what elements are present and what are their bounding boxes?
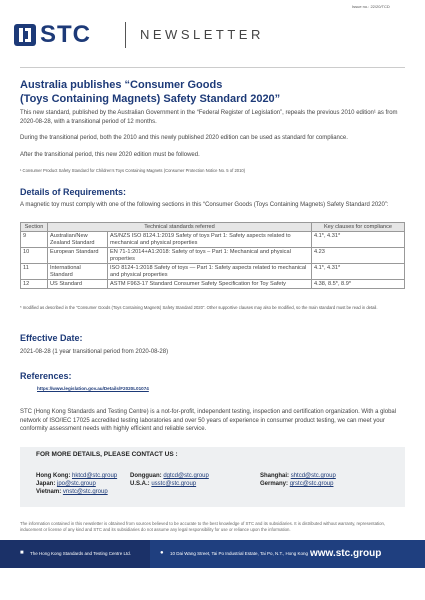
footnote: ¹ Consumer Product Safety Standard for Children’s Toys Containing Magnets (Consumer Protection Notice No. 5 of 2010) [20, 168, 246, 173]
after-transition-paragraph: After the transitional period, this new 2020 edition must be followed. [20, 152, 200, 158]
table-row [21, 280, 405, 289]
table-note: * modified as described in the “Consumer Goods (Toys Containing Magnets) Safety Standard 2020”. Other supportive clauses may also be modified, so the main standard must be read in detail. [20, 305, 378, 310]
row-standard: EN 71‑1:2014+A1:2018: Safety of toys – Part 1: Mechanical and physical properties [108, 248, 312, 264]
company-logo-icon: ■ [20, 550, 24, 556]
vietnam-email-link[interactable]: vnstc@stc.group [62, 489, 108, 495]
hk-label: Hong Kong: [36, 473, 71, 479]
contact-shanghai [260, 473, 336, 479]
shanghai-email-link[interactable]: shtcd@stc.group [290, 473, 336, 479]
disclaimer: The information contained in this newsletter is obtained from sources believed to be accurate to the best knowledge of STC and its subsidiaries. It is distributed without warranty, representation, inducement or license of any kind and STC and its subsidiaries do not assume any legal responsibility for use or reliance upon the information. [20, 521, 386, 532]
logo-text: STC [40, 21, 91, 48]
row-standard: AS/NZS ISO 8124.1:2019 Safety of toys Part 1: Safety aspects related to mechanical and physical properties [108, 232, 312, 248]
row-region: US Standard [48, 280, 108, 289]
stc-logo [14, 22, 91, 48]
contact-hk [36, 473, 117, 479]
effective-heading: Effective Date: [20, 333, 83, 343]
usa-label: U.S.A.: [130, 481, 150, 487]
row-section: 12 [21, 280, 48, 289]
contact-germany [260, 481, 333, 487]
dongguan-email-link[interactable]: dgtcd@stc.group [163, 473, 209, 479]
shanghai-label: Shanghai: [260, 473, 290, 479]
contact-japan [36, 481, 96, 487]
row-region: Australian/New Zealand Standard [48, 232, 108, 248]
row-section: 11 [21, 264, 48, 280]
requirements-heading: Details of Requirements: [20, 187, 127, 197]
row-section: 10 [21, 248, 48, 264]
table-row [21, 264, 405, 280]
stc-logo-icon [14, 24, 36, 46]
footer-website-link[interactable]: www.stc.group [310, 548, 382, 559]
table-row [21, 248, 405, 264]
requirements-intro: A magnetic toy must comply with one of the following sections in this “Consumer Goods (Toys Containing Magnets) Safety Standard 2020”: [20, 202, 389, 208]
header-rule [20, 67, 405, 68]
row-region: International Standard [48, 264, 108, 280]
germany-email-link[interactable]: grstc@stc.group [289, 481, 334, 487]
col-section: Section [21, 223, 48, 232]
newsletter-label: NEWSLETTER [140, 27, 264, 42]
header-divider [125, 22, 126, 48]
title-line-1: Australia publishes “Consumer Goods [20, 79, 223, 91]
row-standard: ASTM F963‑17 Standard Consumer Safety Specification for Toy Safety [108, 280, 312, 289]
row-clauses: 4.1*, 4.31* [312, 264, 405, 280]
table-header-row [21, 223, 405, 232]
contact-title: FOR MORE DETAILS, PLEASE CONTACT US : [36, 451, 178, 458]
row-section: 9 [21, 232, 48, 248]
title-line-2: (Toys Containing Magnets) Safety Standard 2020” [20, 93, 281, 105]
reference-link[interactable]: https://www.legislation.gov.au/Details/F2020L01074 [37, 386, 149, 391]
about-paragraph: STC (Hong Kong Standards and Testing Centre) is a not-for-profit, independent testing, inspection and certification organization. With a global network of ISO/IEC 17025 accredited testing laboratories and over 50 years of experience in consumer product testing, we can meet your conformity assessment needs with highly efficient and reliable service. [20, 409, 397, 432]
contact-dongguan [130, 473, 209, 479]
references-heading: References: [20, 371, 72, 381]
row-clauses: 4.38, 8.5*, 8.9* [312, 280, 405, 289]
article-title [20, 78, 410, 106]
contact-vietnam [36, 489, 108, 495]
row-region: European Standard [48, 248, 108, 264]
footer-company: The Hong Kong Standards and Testing Centre Ltd. [30, 551, 131, 556]
standards-table [20, 222, 405, 289]
effective-date: 2021-08-28 (1 year transitional period from 2020-08-28) [20, 349, 169, 355]
footer-address: 10 Dai Wang Street, Tai Po Industrial Estate, Tai Po, N.T., Hong Kong [170, 551, 308, 556]
issue-number: Issue no.: 22/20/TCD [352, 4, 390, 9]
usa-email-link[interactable]: usstc@stc.group [151, 481, 197, 487]
row-clauses: 4.1*, 4.31* [312, 232, 405, 248]
col-clauses: Key clauses for compliance [312, 223, 405, 232]
contact-usa [130, 481, 196, 487]
table-row [21, 232, 405, 248]
japan-email-link[interactable]: jpo@stc.group [57, 481, 96, 487]
location-pin-icon: ● [160, 550, 164, 556]
transition-paragraph: During the transitional period, both the 2010 and this newly published 2020 edition can be used as standard for compliance. [20, 135, 348, 141]
germany-label: Germany: [260, 481, 289, 487]
col-standards: Technical standards referred [48, 223, 312, 232]
hk-email-link[interactable]: hktcd@stc.group [72, 473, 118, 479]
row-standard: ISO 8124‑1:2018 Safety of toys — Part 1: Safety aspects related to mechanical and physical properties [108, 264, 312, 280]
intro-paragraph: This new standard, published by the Australian Government in the “Federal Register of Legislation”, repeals the previous 2010 edition¹ as from 2020-08-28, with a transitional period of 12 months. [20, 110, 398, 125]
vietnam-label: Vietnam: [36, 489, 62, 495]
row-clauses: 4.23 [312, 248, 405, 264]
dongguan-label: Dongguan: [130, 473, 162, 479]
japan-label: Japan: [36, 481, 56, 487]
